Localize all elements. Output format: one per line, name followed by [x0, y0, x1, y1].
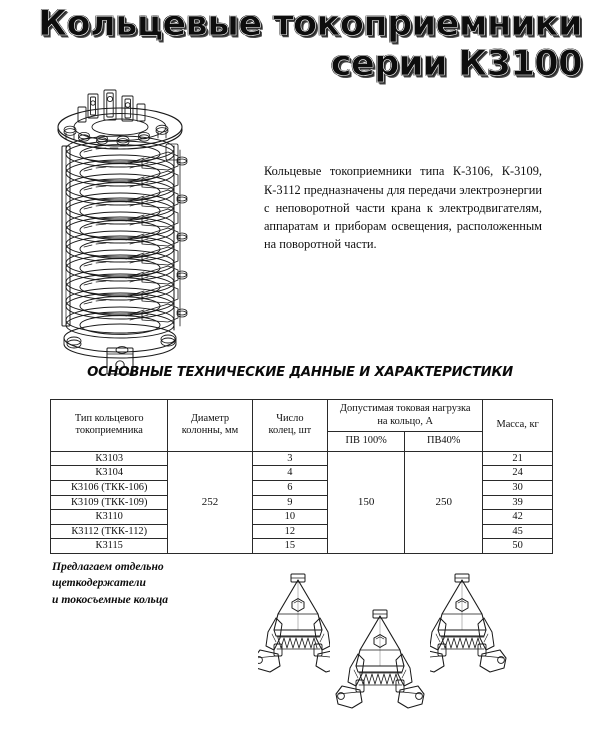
cell-type: К3110	[51, 510, 168, 525]
section-heading: ОСНОВНЫЕ ТЕХНИЧЕСКИЕ ДАННЫЕ И ХАРАКТЕРИСТИКИ	[87, 365, 513, 380]
cell-rings: 4	[252, 466, 328, 481]
intro-paragraph: Кольцевые токоприемники типа К-3106, К-3109, К-3112 предназначены для передачи электроэнергии с неповоротной части крана к электродвигателям, аппаратам и приборам освещения, расположенным на поворотной части.	[264, 164, 542, 252]
cell-type: К3104	[51, 466, 168, 481]
cell-type: К3112 (ТКК-112)	[51, 524, 168, 539]
title-line-2: серии К3100	[330, 44, 582, 84]
header-diameter-line1: Диаметр	[190, 412, 230, 424]
cell-rings: 9	[252, 495, 328, 510]
cell-diameter-span: 252	[168, 451, 252, 553]
cell-mass: 24	[483, 466, 553, 481]
brush-holder-center	[330, 572, 430, 708]
cell-rings: 12	[252, 524, 328, 539]
cell-mass: 42	[483, 510, 553, 525]
header-diameter	[168, 400, 252, 452]
spec-table	[50, 399, 553, 554]
cell-mass: 45	[483, 524, 553, 539]
table-row	[51, 451, 553, 466]
cell-rings: 15	[252, 539, 328, 554]
header-load-line1: Допустимая токовая нагрузка	[339, 403, 471, 414]
header-type-line1: Тип кольцевого	[74, 412, 144, 424]
table-head	[51, 400, 553, 452]
title-line-1: Кольцевые токоприемники	[38, 4, 582, 44]
header-rings-line2: колец, шт	[268, 425, 312, 437]
cell-type: К3106 (ТКК-106)	[51, 480, 168, 495]
ring-collector-illustration	[22, 86, 222, 376]
header-type-line2: токоприемника	[75, 425, 143, 437]
cell-mass: 30	[483, 480, 553, 495]
cell-type: К3103	[51, 451, 168, 466]
header-type	[51, 400, 168, 452]
cell-rings: 6	[252, 480, 328, 495]
header-load-line2: на кольцо, А	[377, 415, 434, 427]
offer-note	[52, 559, 267, 608]
brush-holder-left	[258, 574, 342, 672]
cell-type: К3115	[51, 539, 168, 554]
offer-line-1: Предлагаем отдельно	[52, 560, 164, 573]
cell-mass: 50	[483, 539, 553, 554]
header-rings-line1: Число	[276, 412, 304, 424]
cell-mass: 21	[483, 451, 553, 466]
header-diameter-line2: колонны, мм	[181, 425, 239, 437]
offer-line-2: щеткодержатели	[52, 576, 146, 590]
page-title	[0, 4, 600, 84]
table-header-row-1	[51, 400, 553, 432]
cell-rings: 3	[252, 451, 328, 466]
cell-rings: 10	[252, 510, 328, 525]
cell-type: К3109 (ТКК-109)	[51, 495, 168, 510]
table-body	[51, 451, 553, 553]
brush-holder-right	[418, 574, 506, 672]
cell-mass: 39	[483, 495, 553, 510]
header-rings	[252, 400, 328, 452]
cell-pv40-span: 250	[405, 451, 483, 553]
cell-pv100-span: 150	[328, 451, 405, 553]
header-pv100: ПВ 100%	[328, 432, 405, 452]
spec-table-container	[50, 399, 553, 554]
brush-holder-illustration	[258, 572, 526, 736]
header-current-load	[328, 400, 483, 432]
offer-line-3: и токосъемные кольца	[52, 592, 169, 606]
header-pv40: ПВ40%	[405, 432, 483, 452]
header-mass: Масса, кг	[483, 400, 553, 452]
